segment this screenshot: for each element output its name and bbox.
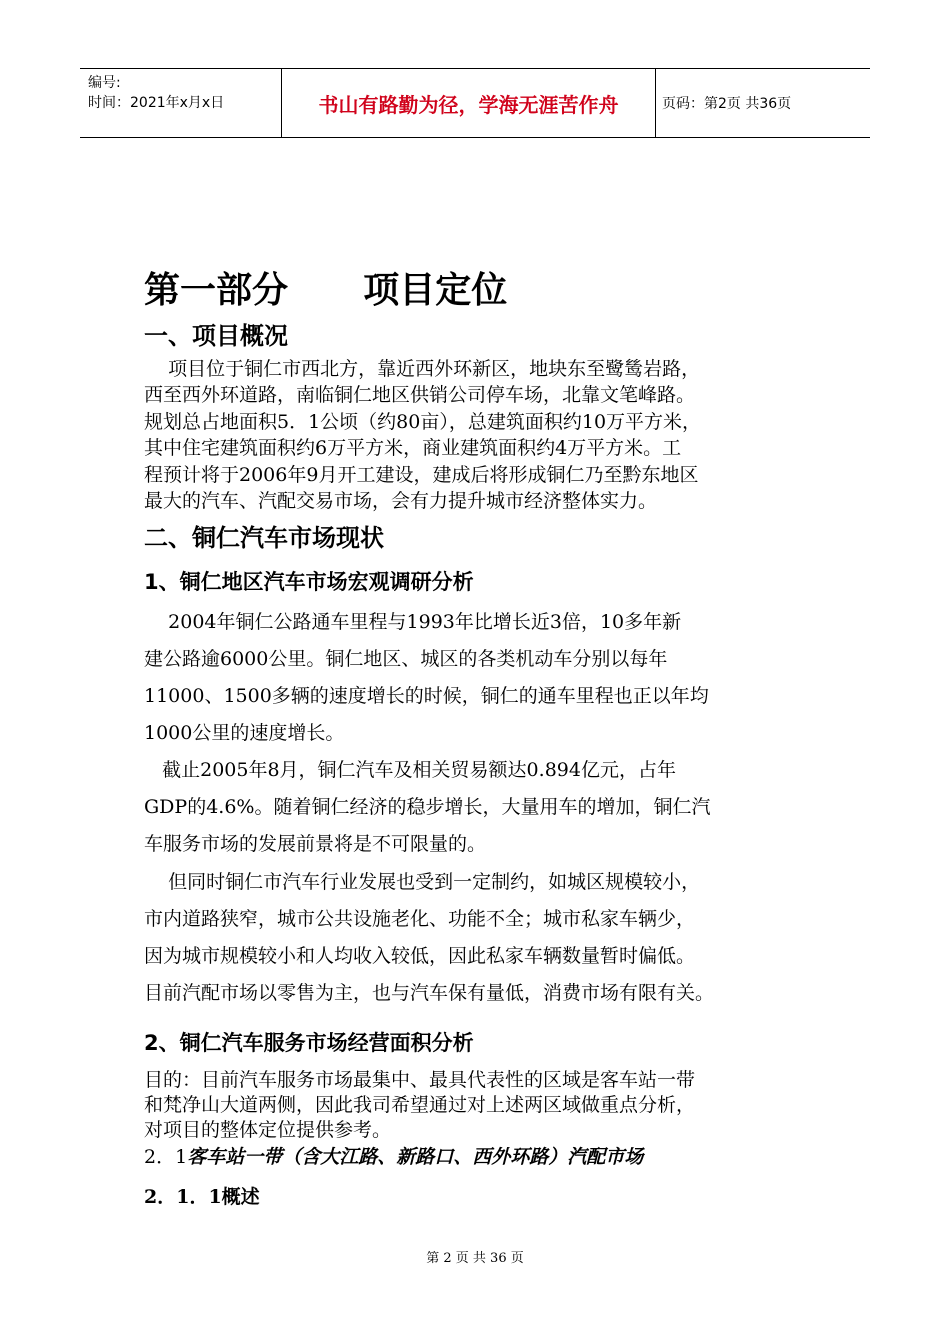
paragraph-line: 规划总占地面积5．1公顷（约80亩），总建筑面积约10万平方米，	[144, 410, 702, 433]
paragraph-line: 但同时铜仁市汽车行业发展也受到一定制约，如城区规模较小，	[144, 871, 701, 893]
paragraph-line: 目前汽配市场以零售为主，也与汽车保有量低，消费市场有限有关。	[144, 982, 715, 1004]
section2-heading: 二、铜仁汽车市场现状	[144, 524, 384, 552]
subsection-2-1-number: 2．1	[144, 1146, 188, 1168]
page-footer: 第 2 页 共 36 页	[426, 1251, 524, 1266]
page-header	[80, 68, 870, 138]
paragraph-line: GDP的4.6%。随着铜仁经济的稳步增长，大量用车的增加，铜仁汽	[144, 796, 711, 818]
subsection1-paragraph1	[144, 604, 814, 752]
subsection-2-1-heading	[144, 1142, 643, 1169]
paragraph-line: 建公路逾6000公里。铜仁地区、城区的各类机动车分别以每年	[144, 648, 668, 670]
subsection1-paragraph3	[144, 864, 814, 1012]
paragraph-line: 因为城市规模较小和人均收入较低，因此私家车辆数量暂时偏低。	[144, 945, 696, 967]
subsection1-heading: 1、铜仁地区汽车市场宏观调研分析	[144, 570, 474, 594]
paragraph-line: 2004年铜仁公路通车里程与1993年比增长近3倍，10多年新	[144, 611, 682, 633]
subsection-2-1-1-heading: 2．1．1概述	[144, 1186, 260, 1208]
header-motto: 书山有路勤为径，学海无涯苦作舟	[318, 92, 619, 117]
subsection1-paragraph2	[144, 752, 814, 863]
paragraph-line: 最大的汽车、汽配交易市场，会有力提升城市经济整体实力。	[144, 490, 658, 513]
paragraph-line: 截止2005年8月，铜仁汽车及相关贸易额达0.894亿元，占年	[144, 759, 676, 781]
subsection-2-1-title: 客车站一带（含大江路、新路口、西外环路）汽配市场	[187, 1146, 644, 1168]
paragraph-line: 西至西外环道路，南临铜仁地区供销公司停车场，北靠文笔峰路。	[144, 384, 696, 407]
paragraph-line: 其中住宅建筑面积约6万平方米，商业建筑面积约4万平方米。工	[144, 437, 682, 460]
paragraph-line: 和梵净山大道两侧，因此我司希望通过对上述两区域做重点分析，	[144, 1094, 696, 1116]
header-page-info: 页码：第2页 共36页	[662, 96, 792, 112]
paragraph-line: 市内道路狭窄，城市公共设施老化、功能不全；城市私家车辆少，	[144, 908, 696, 930]
header-number-label: 编号:	[88, 75, 121, 91]
header-motto-cell	[282, 69, 656, 137]
header-meta	[80, 69, 282, 137]
subsection2-purpose	[144, 1068, 814, 1143]
subsection2-heading: 2、铜仁汽车服务市场经营面积分析	[144, 1031, 474, 1055]
section1-heading: 一、项目概况	[144, 322, 288, 350]
part-title: 第一部分 项目定位	[144, 270, 508, 311]
paragraph-line: 11000、1500多辆的速度增长的时候，铜仁的通车里程也正以年均	[144, 685, 709, 707]
paragraph-line: 车服务市场的发展前景将是不可限量的。	[144, 833, 487, 855]
paragraph-line: 对项目的整体定位提供参考。	[144, 1119, 392, 1141]
paragraph-line: 目的：目前汽车服务市场最集中、最具代表性的区域是客车站一带	[144, 1069, 696, 1091]
paragraph-line: 项目位于铜仁市西北方，靠近西外环新区，地块东至鹭鸶岩路，	[144, 358, 701, 380]
section1-paragraph	[144, 356, 814, 514]
header-time-label: 时间：2021年x月x日	[88, 95, 225, 111]
paragraph-line: 程预计将于2006年9月开工建设，建成后将形成铜仁乃至黔东地区	[144, 463, 699, 486]
paragraph-line: 1000公里的速度增长。	[144, 722, 345, 744]
